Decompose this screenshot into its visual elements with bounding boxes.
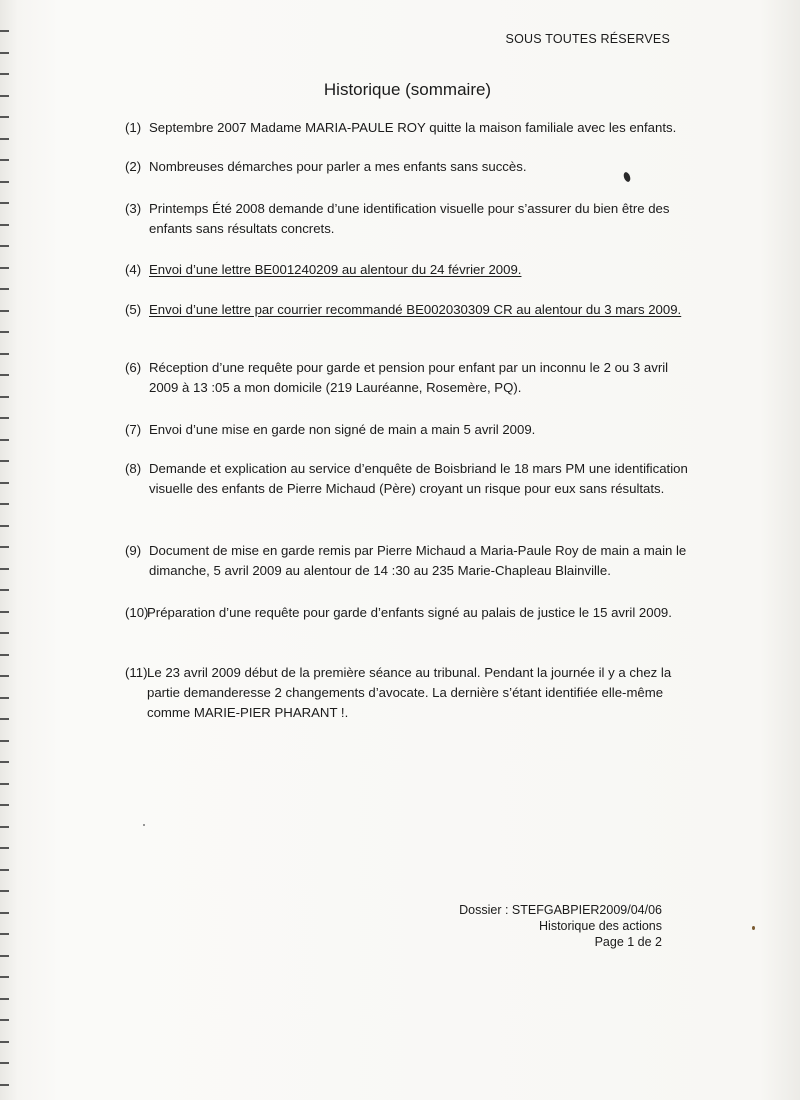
- binding-hole: [0, 933, 9, 935]
- binding-hole: [0, 439, 9, 441]
- item-number: (1): [125, 120, 142, 135]
- binding-hole: [0, 1084, 9, 1086]
- binding-hole: [0, 417, 9, 419]
- binding-hole: [0, 310, 9, 312]
- binding-hole: [0, 912, 9, 914]
- binding-hole: [0, 159, 9, 161]
- binding-holes: [0, 0, 14, 1100]
- binding-hole: [0, 116, 9, 118]
- binding-hole: [0, 353, 9, 355]
- list-item: [125, 260, 695, 280]
- binding-hole: [0, 267, 9, 269]
- binding-hole: [0, 202, 9, 204]
- binding-hole: [0, 804, 9, 806]
- binding-hole: [0, 847, 9, 849]
- binding-hole: [0, 460, 9, 462]
- list-item: [125, 663, 695, 723]
- item-number: (7): [125, 422, 142, 437]
- list-item: [125, 300, 695, 320]
- ink-speck: [143, 824, 145, 826]
- list-item: [125, 459, 695, 499]
- binding-hole: [0, 245, 9, 247]
- binding-hole: [0, 73, 9, 75]
- item-number: (5): [125, 302, 142, 317]
- reserve-notice: SOUS TOUTES RÉSERVES: [505, 32, 670, 46]
- binding-hole: [0, 761, 9, 763]
- list-item: [125, 358, 695, 398]
- binding-hole: [0, 331, 9, 333]
- item-text: Envoi d’une mise en garde non signé de main a main 5 avril 2009.: [149, 422, 536, 437]
- binding-hole: [0, 869, 9, 871]
- item-text: Envoi d’une lettre BE001240209 au alentour du 24 février 2009.: [149, 262, 522, 277]
- item-number: (9): [125, 543, 142, 558]
- binding-hole: [0, 525, 9, 527]
- list-item: [125, 541, 695, 581]
- item-text: Nombreuses démarches pour parler a mes enfants sans succès.: [149, 159, 527, 174]
- list-item: [125, 157, 695, 177]
- list-item: [125, 603, 695, 623]
- item-text: Réception d’une requête pour garde et pension pour enfant par un inconnu le 2 ou 3 avril 2009 à 13 :05 a mon domicile (219 Lauréanne, Rosemère, PQ).: [149, 360, 669, 395]
- binding-hole: [0, 976, 9, 978]
- binding-hole: [0, 396, 9, 398]
- list-item: [125, 199, 695, 239]
- dossier-reference: Dossier : STEFGABPIER2009/04/06: [459, 903, 662, 917]
- binding-hole: [0, 503, 9, 505]
- binding-hole: [0, 611, 9, 613]
- binding-hole: [0, 632, 9, 634]
- item-number: (8): [125, 461, 142, 476]
- list-item: [125, 420, 695, 440]
- binding-hole: [0, 589, 9, 591]
- page-number: Page 1 de 2: [594, 935, 662, 949]
- binding-hole: [0, 181, 9, 183]
- binding-hole: [0, 138, 9, 140]
- item-number: (10): [125, 605, 149, 620]
- footer-subtitle: Historique des actions: [539, 919, 662, 933]
- item-text: Printemps Été 2008 demande d’une identification visuelle pour s’assurer du bien être des enfants sans résultats concrets.: [149, 201, 670, 236]
- binding-hole: [0, 30, 9, 32]
- binding-hole: [0, 1062, 9, 1064]
- binding-hole: [0, 546, 9, 548]
- binding-hole: [0, 224, 9, 226]
- ink-speck: [752, 926, 755, 930]
- list-item: [125, 118, 695, 138]
- item-number: (3): [125, 201, 142, 216]
- binding-hole: [0, 697, 9, 699]
- item-text: Envoi d’une lettre par courrier recommandé BE002030309 CR au alentour du 3 mars 2009.: [149, 302, 682, 317]
- binding-hole: [0, 998, 9, 1000]
- item-text: Document de mise en garde remis par Pierre Michaud a Maria-Paule Roy de main a main le dimanche, 5 avril 2009 au alentour de 14 :30 au 235 Marie-Chapleau Blainville.: [149, 543, 687, 578]
- document-title: Historique (sommaire): [323, 80, 492, 99]
- binding-hole: [0, 955, 9, 957]
- binding-hole: [0, 740, 9, 742]
- item-number: (4): [125, 262, 142, 277]
- binding-hole: [0, 654, 9, 656]
- binding-hole: [0, 826, 9, 828]
- item-text: Préparation d’une requête pour garde d’enfants signé au palais de justice le 15 avril 2009.: [147, 605, 672, 620]
- item-number: (2): [125, 159, 142, 174]
- binding-hole: [0, 288, 9, 290]
- item-text: Le 23 avril 2009 début de la première séance au tribunal. Pendant la journée il y a chez la partie demanderesse 2 changements d’avocate. La dernière s’étant identifiée elle-même comme MARIE-PIER PHARANT !.: [147, 665, 672, 720]
- binding-hole: [0, 718, 9, 720]
- binding-hole: [0, 52, 9, 54]
- item-number: (6): [125, 360, 142, 375]
- binding-hole: [0, 783, 9, 785]
- binding-hole: [0, 1041, 9, 1043]
- binding-hole: [0, 568, 9, 570]
- item-text: Demande et explication au service d’enquête de Boisbriand le 18 mars PM une identification visuelle des enfants de Pierre Michaud (Père) croyant un risque pour eux sans résultats.: [149, 461, 688, 496]
- binding-hole: [0, 374, 9, 376]
- document-footer: [459, 902, 662, 950]
- item-text: Septembre 2007 Madame MARIA-PAULE ROY quitte la maison familiale avec les enfants.: [149, 120, 677, 135]
- binding-hole: [0, 890, 9, 892]
- binding-hole: [0, 482, 9, 484]
- item-number: (11): [125, 665, 148, 680]
- binding-hole: [0, 675, 9, 677]
- binding-hole: [0, 1019, 9, 1021]
